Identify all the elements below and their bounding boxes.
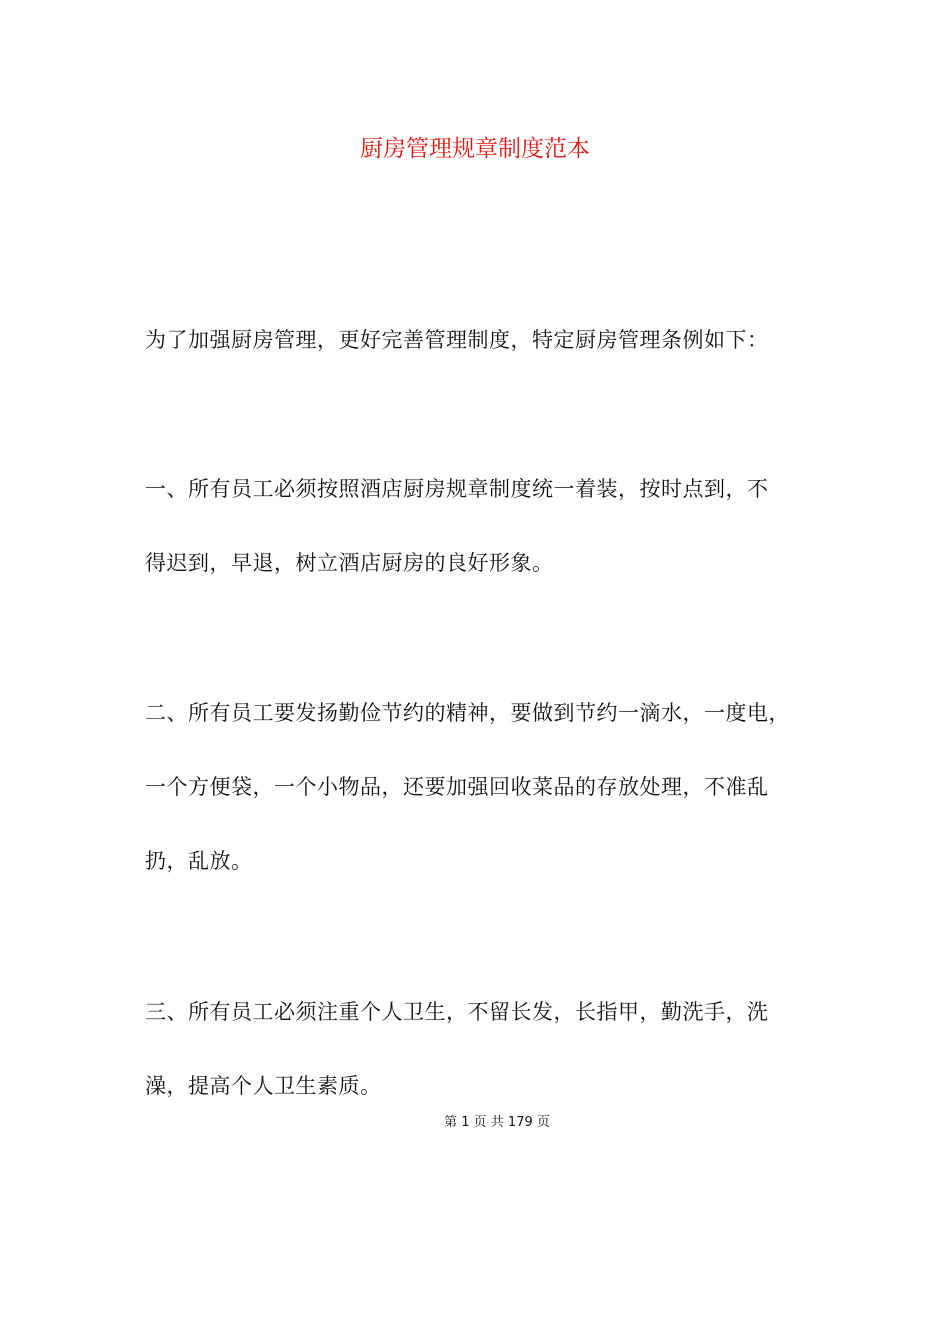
page-number-footer: 第 1 页 共 179 页 xyxy=(444,1115,550,1130)
paragraph-line: 为了加强厨房管理，更好完善管理制度，特定厨房管理条例如下： xyxy=(145,328,769,352)
paragraph-line: 二、所有员工要发扬勤俭节约的精神，要做到节约一滴水，一度电， xyxy=(145,701,790,725)
paragraph-line: 一、所有员工必须按照酒店厨房规章制度统一着装，按时点到，不 xyxy=(145,477,769,501)
paragraph-intro xyxy=(145,303,835,377)
paragraph-rule-1 xyxy=(145,452,835,600)
paragraph-line: 三、所有员工必须注重个人卫生，不留长发，长指甲，勤洗手，洗 xyxy=(145,1000,769,1024)
paragraph-rule-3 xyxy=(145,975,835,1123)
paragraph-line: 一个方便袋，一个小物品，还要加强回收菜品的存放处理，不准乱 xyxy=(145,775,769,799)
document-title: 厨房管理规章制度范本 xyxy=(360,136,590,162)
paragraph-line: 扔，乱放。 xyxy=(145,849,253,873)
paragraph-rule-2 xyxy=(145,676,835,898)
paragraph-line: 澡，提高个人卫生素质。 xyxy=(145,1074,382,1098)
paragraph-line: 得迟到，早退，树立酒店厨房的良好形象。 xyxy=(145,551,554,575)
